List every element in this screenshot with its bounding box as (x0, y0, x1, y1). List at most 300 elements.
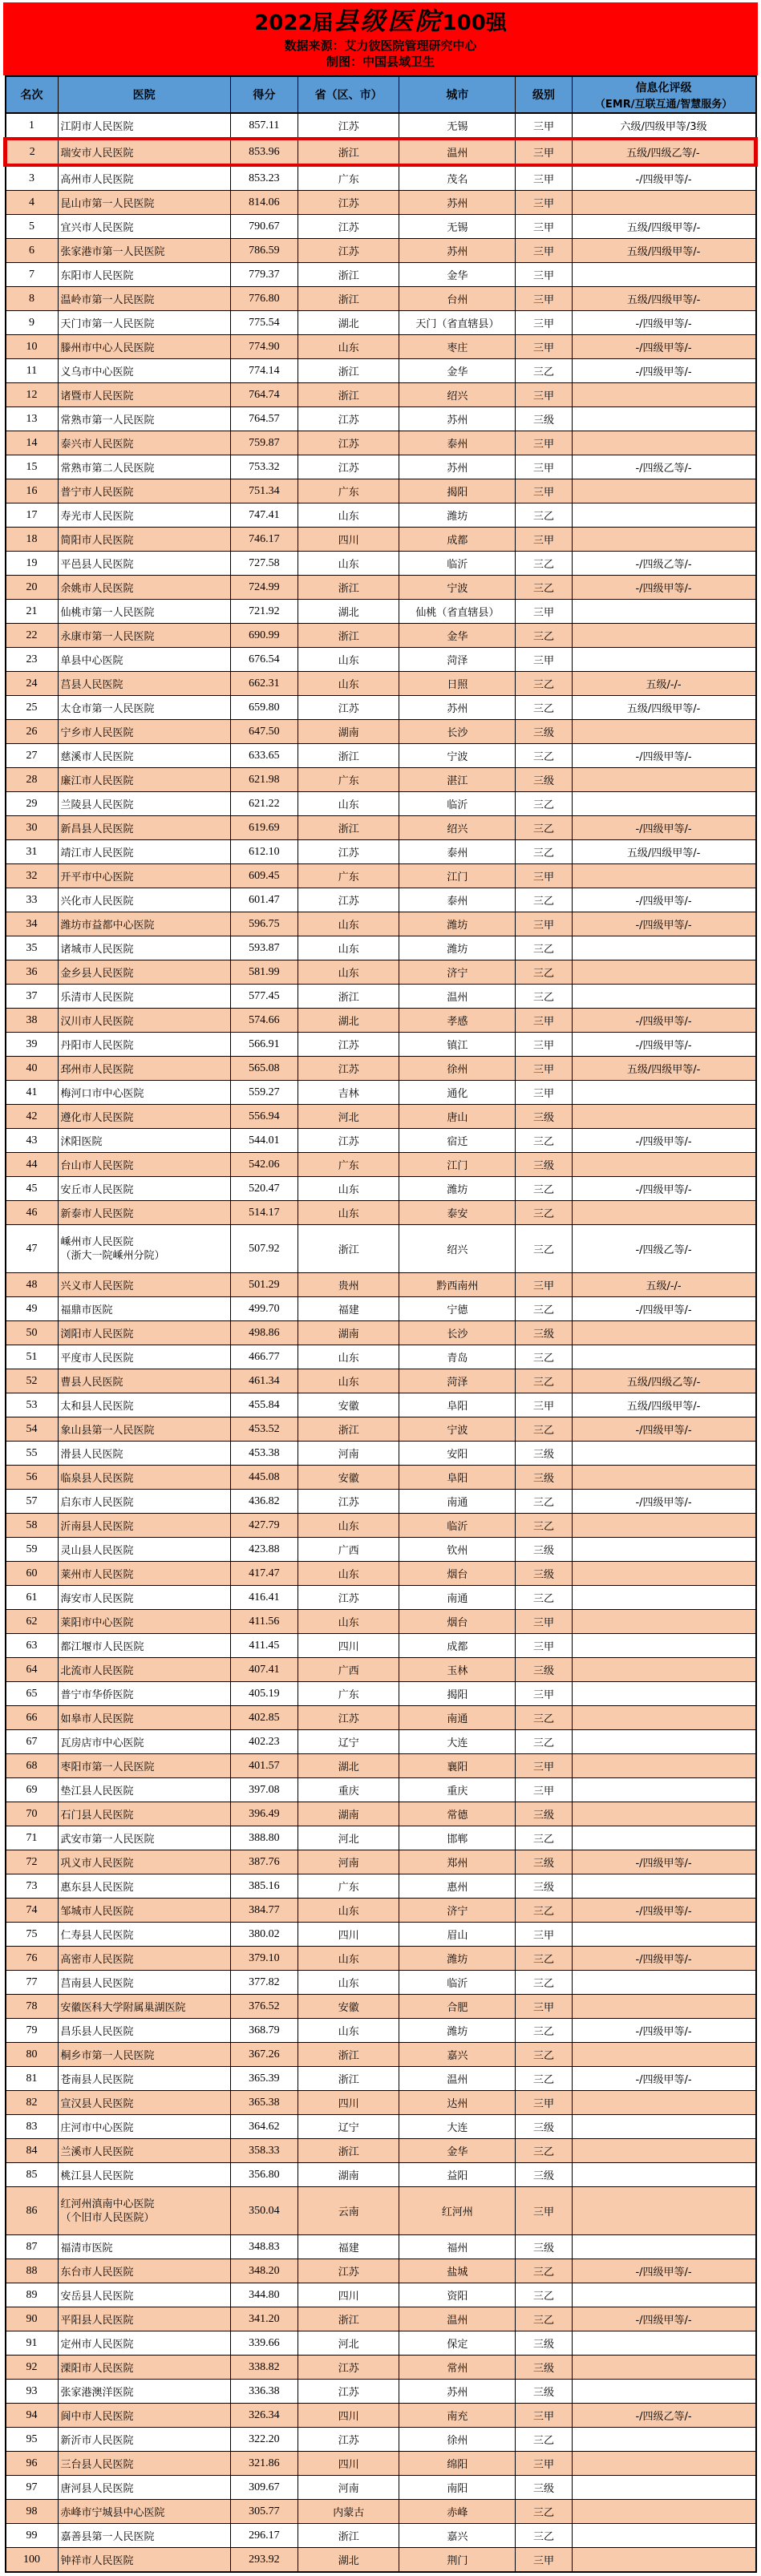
rating-cell (572, 263, 755, 287)
score-cell: 377.82 (230, 1971, 298, 1995)
province-cell: 浙江 (298, 287, 399, 311)
score-cell: 341.20 (230, 2307, 298, 2331)
score-cell: 396.49 (230, 1802, 298, 1826)
rating-cell (572, 1826, 755, 1850)
level-cell: 三甲 (516, 1393, 572, 1417)
rating-cell: -/四级乙等/- (572, 455, 755, 479)
rating-cell (572, 1971, 755, 1995)
level-cell: 三级 (516, 1442, 572, 1466)
level-cell: 三乙 (516, 1826, 572, 1850)
city-cell: 苏州 (399, 696, 516, 720)
city-cell: 揭阳 (399, 479, 516, 503)
hospital-name: 沂南县人民医院 (60, 1521, 134, 1533)
city-cell: 益阳 (399, 2163, 516, 2187)
province-cell: 浙江 (298, 2307, 399, 2331)
rating-cell: -/四级甲等/- (572, 1490, 755, 1514)
level-cell: 三甲 (516, 1923, 572, 1947)
province-cell: 浙江 (298, 2067, 399, 2091)
city-cell: 宁波 (399, 744, 516, 768)
level-cell: 三乙 (516, 816, 572, 840)
city-cell: 临沂 (399, 1971, 516, 1995)
hospital-cell (58, 359, 230, 383)
hospital-cell (58, 2307, 230, 2331)
province-cell: 江苏 (298, 888, 399, 912)
province-cell: 广东 (298, 479, 399, 503)
level-cell: 三甲 (516, 383, 572, 407)
rating-cell (572, 2356, 755, 2380)
table-row (6, 407, 756, 431)
rank-cell: 97 (6, 2476, 59, 2500)
table-row (6, 2356, 756, 2380)
score-cell: 466.77 (230, 1345, 298, 1369)
rank-cell: 52 (6, 1369, 59, 1393)
table-row (6, 1153, 756, 1177)
hospital-cell (58, 1586, 230, 1610)
hospital-name: 福鼎市医院 (60, 1304, 113, 1316)
province-cell: 浙江 (298, 576, 399, 600)
rating-cell (572, 2043, 755, 2067)
rating-cell: -/四级甲等/- (572, 1417, 755, 1442)
score-cell: 520.47 (230, 1177, 298, 1201)
table-row (6, 2067, 756, 2091)
hospital-name: 东阳市人民医院 (60, 270, 134, 282)
hospital-name: 常熟市第二人民医院 (60, 463, 155, 475)
hospital-note: （个旧市人民医院） (60, 2212, 155, 2225)
hospital-cell (58, 816, 230, 840)
score-cell: 455.84 (230, 1393, 298, 1417)
table-row (6, 2404, 756, 2428)
city-cell: 温州 (399, 2067, 516, 2091)
table-row (6, 1033, 756, 1057)
score-cell: 423.88 (230, 1538, 298, 1562)
rating-cell (572, 503, 755, 528)
hospital-cell (58, 2187, 230, 2235)
hospital-name: 莒南县人民医院 (60, 1978, 134, 1990)
province-cell: 山东 (298, 1201, 399, 1225)
level-cell: 三级 (516, 2115, 572, 2139)
hospital-name: 邳州市人民医院 (60, 1064, 134, 1076)
hospital-cell (58, 1033, 230, 1057)
city-cell: 黔西南州 (399, 1273, 516, 1297)
province-cell: 湖南 (298, 720, 399, 744)
level-cell: 三乙 (516, 840, 572, 864)
table-row (6, 2139, 756, 2163)
table-row (6, 2283, 756, 2307)
level-cell: 三乙 (516, 1730, 572, 1754)
rating-cell (572, 1682, 755, 1706)
province-cell: 四川 (298, 2091, 399, 2115)
city-cell: 日照 (399, 672, 516, 696)
score-cell: 647.50 (230, 720, 298, 744)
table-row (6, 479, 756, 503)
level-cell: 三乙 (516, 744, 572, 768)
city-cell: 嘉兴 (399, 2043, 516, 2067)
score-cell: 751.34 (230, 479, 298, 503)
level-cell: 三甲 (516, 2452, 572, 2476)
score-cell: 309.67 (230, 2476, 298, 2500)
rating-cell: 五级/四级甲等/- (572, 287, 755, 311)
score-cell: 367.26 (230, 2043, 298, 2067)
score-cell: 633.65 (230, 744, 298, 768)
table-row (6, 1706, 756, 1730)
hospital-name: 阆中市人民医院 (60, 2411, 134, 2423)
score-cell: 339.66 (230, 2331, 298, 2356)
score-cell: 293.92 (230, 2548, 298, 2573)
rank-cell: 84 (6, 2139, 59, 2163)
level-cell: 三甲 (516, 479, 572, 503)
city-cell: 保定 (399, 2331, 516, 2356)
province-cell: 山东 (298, 792, 399, 816)
level-cell: 三甲 (516, 600, 572, 624)
score-cell: 786.59 (230, 239, 298, 263)
hospital-cell (58, 2283, 230, 2307)
city-cell: 惠州 (399, 1874, 516, 1899)
hospital-name: 莱州市人民医院 (60, 1569, 134, 1581)
rank-cell: 16 (6, 479, 59, 503)
hospital-name: 张家港澳洋医院 (60, 2387, 134, 2399)
province-cell: 山东 (298, 1345, 399, 1369)
rank-cell: 70 (6, 1802, 59, 1826)
table-row (6, 2187, 756, 2235)
rating-cell (572, 1995, 755, 2019)
hospital-cell (58, 2067, 230, 2091)
level-cell: 三乙 (516, 1225, 572, 1273)
rank-cell: 7 (6, 263, 59, 287)
hospital-name: 江阴市人民医院 (60, 121, 134, 133)
score-cell: 779.37 (230, 263, 298, 287)
rank-cell: 50 (6, 1321, 59, 1345)
level-cell: 三级 (516, 720, 572, 744)
hospital-name: 都江堰市人民医院 (60, 1641, 144, 1653)
city-cell: 盐城 (399, 2259, 516, 2283)
hospital-cell (58, 2356, 230, 2380)
hospital-name: 垫江县人民医院 (60, 1785, 134, 1798)
hospital-name: 瑞安市人民医院 (60, 148, 134, 160)
score-cell: 764.74 (230, 383, 298, 407)
score-cell: 764.57 (230, 407, 298, 431)
province-cell: 山东 (298, 1610, 399, 1634)
rating-cell: 五级/四级乙等/- (572, 139, 755, 165)
score-cell: 405.19 (230, 1682, 298, 1706)
table-row (6, 1923, 756, 1947)
hospital-cell (58, 1105, 230, 1129)
rating-cell: -/四级甲等/- (572, 165, 755, 191)
rating-cell (572, 2091, 755, 2115)
table-row (6, 768, 756, 792)
city-cell: 无锡 (399, 215, 516, 239)
province-cell: 四川 (298, 1634, 399, 1658)
province-cell: 江苏 (298, 455, 399, 479)
score-cell: 356.80 (230, 2163, 298, 2187)
score-cell: 427.79 (230, 1514, 298, 1538)
hospital-cell (58, 2404, 230, 2428)
score-cell: 348.20 (230, 2259, 298, 2283)
province-cell: 辽宁 (298, 2115, 399, 2139)
city-cell: 绍兴 (399, 816, 516, 840)
hospital-cell (58, 263, 230, 287)
province-cell: 湖南 (298, 2163, 399, 2187)
hospital-name: 昆山市第一人民医院 (60, 198, 155, 210)
level-cell: 三甲 (516, 864, 572, 888)
hospital-cell (58, 2115, 230, 2139)
rating-cell (572, 2476, 755, 2500)
hospital-name: 邹城市人民医院 (60, 1906, 134, 1918)
rank-cell: 58 (6, 1514, 59, 1538)
city-cell: 徐州 (399, 2428, 516, 2452)
province-cell: 广东 (298, 1874, 399, 1899)
level-cell: 三甲 (516, 1009, 572, 1033)
city-cell: 南充 (399, 2404, 516, 2428)
score-cell: 499.70 (230, 1297, 298, 1321)
rating-cell (572, 1153, 755, 1177)
rating-cell: -/四级甲等/- (572, 1033, 755, 1057)
hospital-cell (58, 2428, 230, 2452)
hospital-cell (58, 1971, 230, 1995)
rating-cell (572, 1081, 755, 1105)
table-row (6, 985, 756, 1009)
rank-cell: 25 (6, 696, 59, 720)
column-header-level: 级别 (516, 76, 572, 113)
province-cell: 浙江 (298, 359, 399, 383)
rank-cell: 1 (6, 113, 59, 139)
score-cell: 814.06 (230, 191, 298, 215)
rank-cell: 73 (6, 1874, 59, 1899)
city-cell: 孝感 (399, 1009, 516, 1033)
hospital-cell (58, 744, 230, 768)
city-cell: 潍坊 (399, 912, 516, 936)
rating-cell: 五级/四级甲等/- (572, 1393, 755, 1417)
province-cell: 四川 (298, 528, 399, 552)
rank-cell: 69 (6, 1778, 59, 1802)
hospital-cell (58, 840, 230, 864)
score-cell: 581.99 (230, 960, 298, 985)
score-cell: 350.04 (230, 2187, 298, 2235)
rating-cell (572, 2235, 755, 2259)
credit-line: 制图：中国县域卫生 (326, 55, 435, 69)
rating-cell: 五级/-/- (572, 672, 755, 696)
level-cell: 三甲 (516, 239, 572, 263)
city-cell: 阜阳 (399, 1466, 516, 1490)
table-row (6, 864, 756, 888)
table-row (6, 335, 756, 359)
hospital-cell (58, 431, 230, 455)
city-cell: 南通 (399, 1586, 516, 1610)
rank-cell: 42 (6, 1105, 59, 1129)
rank-cell: 98 (6, 2500, 59, 2524)
hospital-name: 启东市人民医院 (60, 1497, 134, 1509)
hospital-cell (58, 864, 230, 888)
rating-cell: 五级/四级甲等/- (572, 696, 755, 720)
city-cell: 成都 (399, 528, 516, 552)
score-cell: 659.80 (230, 696, 298, 720)
score-cell: 747.41 (230, 503, 298, 528)
hospital-cell (58, 792, 230, 816)
rank-cell: 19 (6, 552, 59, 576)
score-cell: 746.17 (230, 528, 298, 552)
level-cell: 三甲 (516, 1081, 572, 1105)
rank-cell: 68 (6, 1754, 59, 1778)
hospital-name: 简阳市人民医院 (60, 535, 134, 547)
city-cell: 济宁 (399, 960, 516, 985)
rating-cell (572, 720, 755, 744)
score-cell: 453.52 (230, 1417, 298, 1442)
city-cell: 潍坊 (399, 1947, 516, 1971)
rank-cell: 37 (6, 985, 59, 1009)
rank-cell: 60 (6, 1562, 59, 1586)
hospital-name: 潍坊市益都中心医院 (60, 920, 155, 932)
hospital-cell (58, 1009, 230, 1033)
rank-cell: 8 (6, 287, 59, 311)
city-cell: 长沙 (399, 720, 516, 744)
city-cell: 大连 (399, 1730, 516, 1754)
rank-cell: 38 (6, 1009, 59, 1033)
hospital-cell (58, 888, 230, 912)
score-cell: 853.96 (230, 139, 298, 165)
rating-cell: 五级/-/- (572, 1273, 755, 1297)
hospital-cell (58, 2139, 230, 2163)
score-cell: 336.38 (230, 2380, 298, 2404)
rank-cell: 48 (6, 1273, 59, 1297)
table-row (6, 1899, 756, 1923)
hospital-cell (58, 1321, 230, 1345)
hospital-cell (58, 383, 230, 407)
score-cell: 296.17 (230, 2524, 298, 2548)
level-cell: 三乙 (516, 2283, 572, 2307)
table-row (6, 912, 756, 936)
table-row (6, 2235, 756, 2259)
hospital-name: 临泉县人民医院 (60, 1473, 134, 1485)
hospital-name: 宁乡市人民医院 (60, 727, 134, 739)
score-cell: 514.17 (230, 1201, 298, 1225)
province-cell: 江苏 (298, 191, 399, 215)
hospital-name: 张家港市第一人民医院 (60, 246, 165, 258)
table-row (6, 1754, 756, 1778)
hospital-name: 靖江市人民医院 (60, 847, 134, 859)
table-row (6, 1826, 756, 1850)
hospital-name: 普宁市人民医院 (60, 487, 134, 499)
rank-cell: 90 (6, 2307, 59, 2331)
city-cell: 济宁 (399, 1899, 516, 1923)
rating-cell (572, 936, 755, 960)
hospital-name: 惠东县人民医院 (60, 1882, 134, 1894)
hospital-name: 兰陵县人民医院 (60, 799, 134, 811)
table-row (6, 455, 756, 479)
table-row (6, 2259, 756, 2283)
level-cell: 三乙 (516, 1417, 572, 1442)
table-row (6, 2428, 756, 2452)
hospital-name: 武安市第一人民医院 (60, 1834, 155, 1846)
city-cell: 苏州 (399, 455, 516, 479)
rank-cell: 46 (6, 1201, 59, 1225)
province-cell: 重庆 (298, 1778, 399, 1802)
level-cell: 三甲 (516, 1033, 572, 1057)
level-cell: 三甲 (516, 1754, 572, 1778)
rank-cell: 39 (6, 1033, 59, 1057)
hospital-name: 曹县人民医院 (60, 1377, 123, 1389)
province-cell: 江苏 (298, 2259, 399, 2283)
table-row (6, 191, 756, 215)
table-row (6, 2043, 756, 2067)
hospital-name: 安徽医科大学附属巢湖医院 (60, 2002, 186, 2014)
rank-cell: 2 (6, 139, 59, 165)
rank-cell: 59 (6, 1538, 59, 1562)
province-cell: 江苏 (298, 2380, 399, 2404)
level-cell: 三乙 (516, 2043, 572, 2067)
rank-cell: 95 (6, 2428, 59, 2452)
hospital-cell (58, 1081, 230, 1105)
hospital-name: 如皋市人民医院 (60, 1713, 134, 1725)
province-cell: 浙江 (298, 816, 399, 840)
table-row (6, 1345, 756, 1369)
hospital-name: 庄河市中心医院 (60, 2122, 134, 2134)
hospital-cell (58, 1057, 230, 1081)
rank-cell: 26 (6, 720, 59, 744)
hospital-name: 巩义市人民医院 (60, 1858, 134, 1870)
city-cell: 宁波 (399, 1417, 516, 1442)
hospital-cell (58, 1466, 230, 1490)
level-cell: 三乙 (516, 1345, 572, 1369)
hospital-name: 三台县人民医院 (60, 2459, 134, 2471)
hospital-cell (58, 2524, 230, 2548)
province-cell: 山东 (298, 2019, 399, 2043)
rating-cell: -/四级甲等/- (572, 1850, 755, 1874)
score-cell: 411.45 (230, 1634, 298, 1658)
rank-cell: 93 (6, 2380, 59, 2404)
level-cell: 三乙 (516, 2307, 572, 2331)
hospital-name: 定州市人民医院 (60, 2339, 134, 2351)
hospital-cell (58, 2476, 230, 2500)
rating-cell: -/四级甲等/- (572, 2067, 755, 2091)
rank-cell: 40 (6, 1057, 59, 1081)
rank-cell: 96 (6, 2452, 59, 2476)
hospital-name: 兴义市人民医院 (60, 1280, 134, 1292)
table-row (6, 311, 756, 335)
hospital-name: 汉川市人民医院 (60, 1016, 134, 1028)
level-cell: 三乙 (516, 960, 572, 985)
rank-cell: 61 (6, 1586, 59, 1610)
hospital-cell (58, 139, 230, 165)
rank-cell: 15 (6, 455, 59, 479)
hospital-cell (58, 936, 230, 960)
score-cell: 498.86 (230, 1321, 298, 1345)
table-row (6, 2115, 756, 2139)
hospital-note: （浙大一院嵊州分院） (60, 1250, 165, 1263)
score-cell: 417.47 (230, 1562, 298, 1586)
province-cell: 江苏 (298, 239, 399, 263)
city-cell: 镇江 (399, 1033, 516, 1057)
level-cell: 三乙 (516, 1177, 572, 1201)
hospital-name: 平阳县人民医院 (60, 2315, 134, 2327)
rank-cell: 55 (6, 1442, 59, 1466)
city-cell: 安阳 (399, 1442, 516, 1466)
province-cell: 广东 (298, 768, 399, 792)
rank-cell: 32 (6, 864, 59, 888)
level-cell: 三甲 (516, 191, 572, 215)
hospital-name: 梅河口市中心医院 (60, 1088, 144, 1100)
hospital-cell (58, 1514, 230, 1538)
rank-cell: 14 (6, 431, 59, 455)
rank-cell: 36 (6, 960, 59, 985)
hospital-name: 新昌县人民医院 (60, 823, 134, 835)
score-cell: 384.77 (230, 1899, 298, 1923)
city-cell: 资阳 (399, 2283, 516, 2307)
score-cell: 753.32 (230, 455, 298, 479)
hospital-name: 莒县人民医院 (60, 679, 123, 691)
table-row (6, 287, 756, 311)
province-cell: 江苏 (298, 1490, 399, 1514)
column-header-rank: 名次 (6, 76, 59, 113)
level-cell: 三甲 (516, 1273, 572, 1297)
